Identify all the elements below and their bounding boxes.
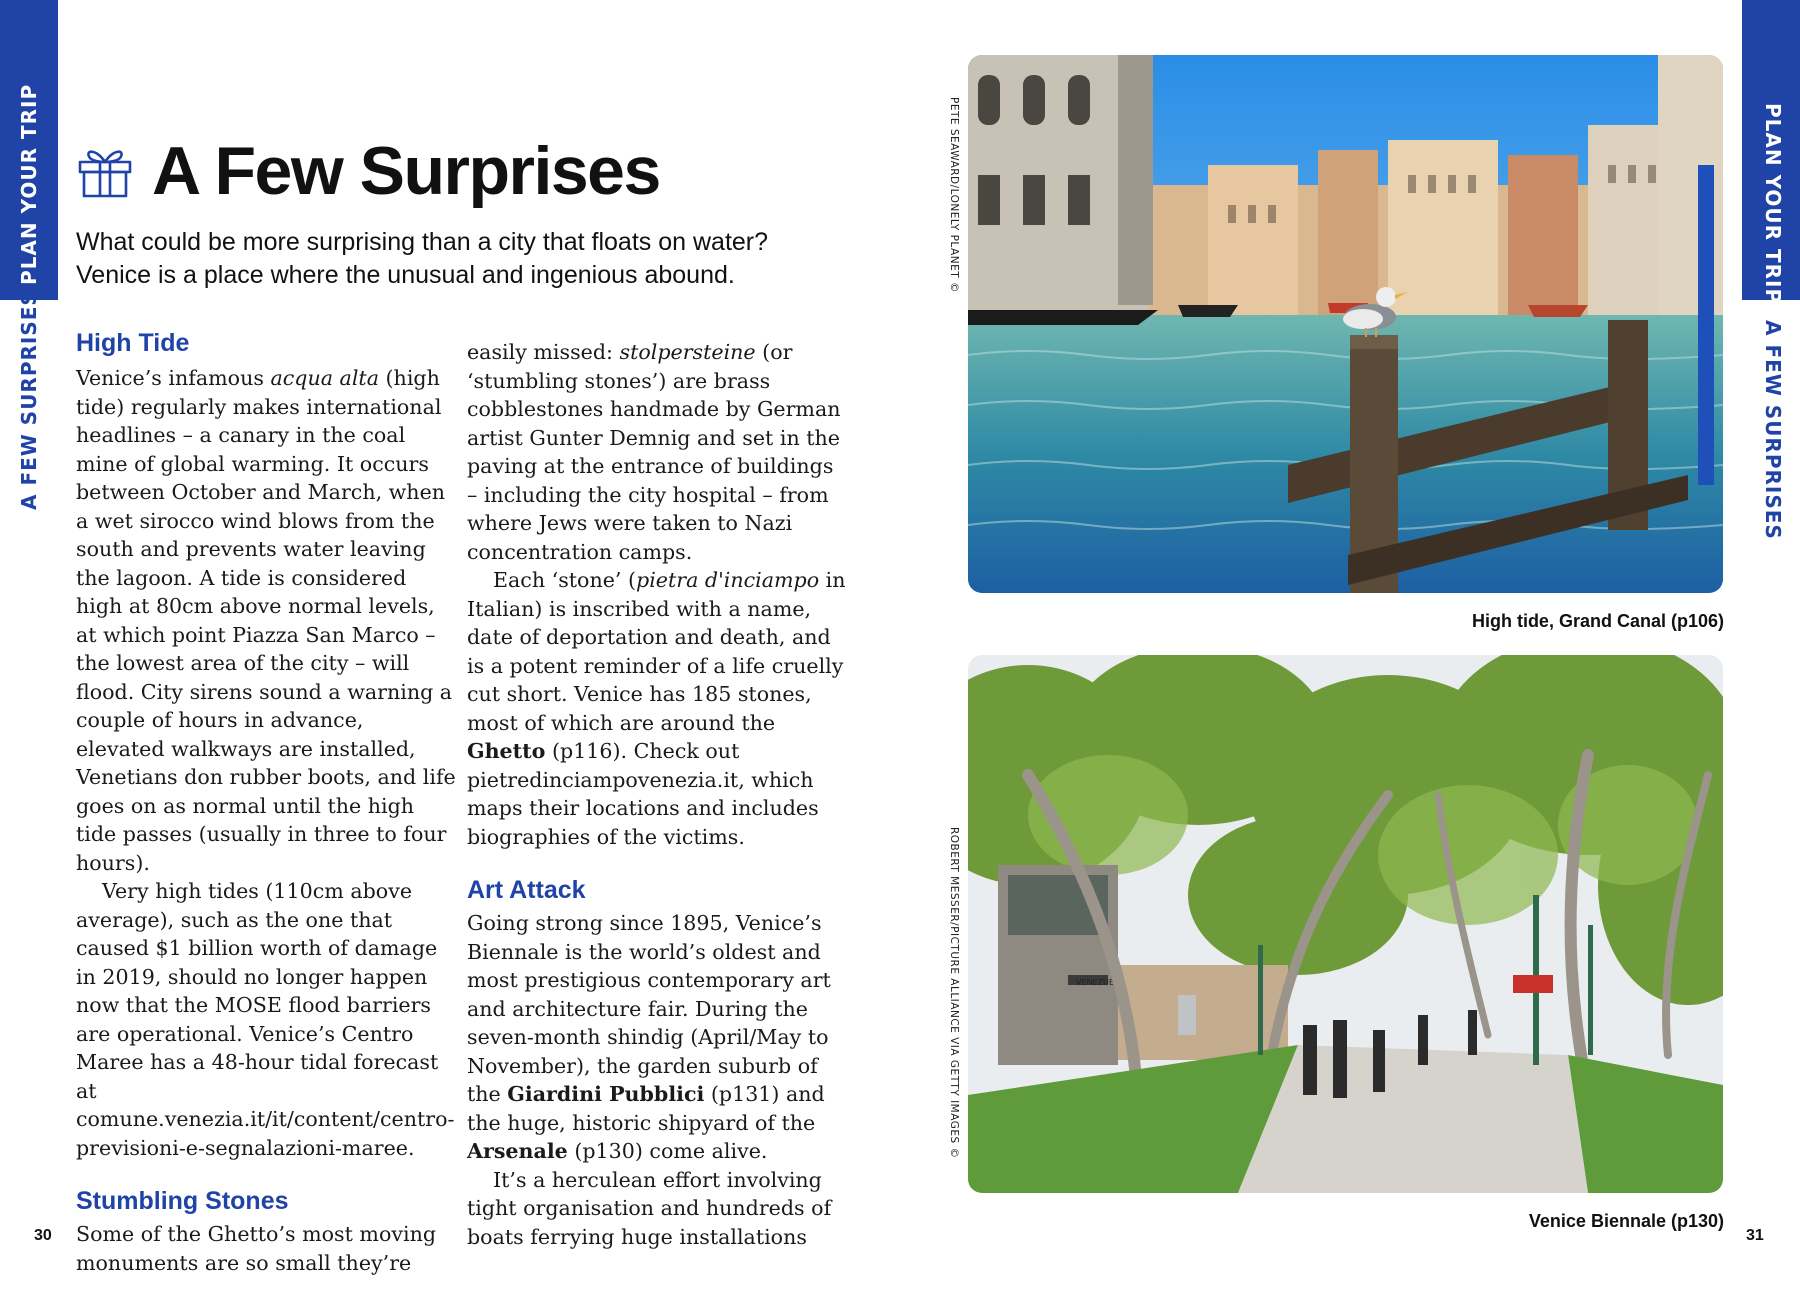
paragraph: Each ‘stone’ (pietra d'inciampo in Italian) is inscribed with a name, date of deportation and death, and is a potent reminder of a life cruelly cut short. Venice has 185 stones, most of which are around the Ghetto (p116). Check out pietredinciampovenezia.it, which maps their locations and includes biographies of the victims. — [467, 568, 846, 849]
section-heading-stumbling-stones: Stumbling Stones — [76, 1187, 289, 1215]
paragraph: Some of the Ghetto’s most moving monuments are so small they’re — [76, 1222, 437, 1275]
photo-credit: ROBERT MESSER/PICTURE ALLIANCE VIA GETTY IMAGES © — [948, 827, 960, 1159]
page-title: A Few Surprises — [152, 133, 660, 209]
photo-caption: High tide, Grand Canal (p106) — [1471, 611, 1724, 631]
section-label-left: PLAN YOUR TRIP — [17, 83, 41, 285]
text-column-right — [467, 338, 847, 1251]
section-tab-right — [1742, 0, 1800, 305]
section-tab-left — [0, 0, 58, 300]
chapter-label-right: A FEW SURPRISES — [1761, 320, 1785, 540]
text-column-left — [76, 328, 456, 1277]
section-heading-high-tide: High Tide — [76, 329, 190, 357]
paragraph: easily missed: stolpersteine (or ‘stumbling stones’) are brass cobblestones handmade by German artist Gunter Demnig and set in the paving at the entrance of buildings – including the city hospital – from where Jews were taken to Nazi concentration camps. — [467, 340, 841, 564]
paragraph: It’s a herculean effort involving tight organisation and hundreds of boats ferrying huge installations — [467, 1167, 832, 1249]
section-label-right: PLAN YOUR TRIP — [1761, 103, 1785, 305]
photo-credit: PETE SEAWARD/LONELY PLANET © — [948, 97, 960, 293]
paragraph: Going strong since 1895, Venice’s Biennale is the world’s oldest and most prestigious contemporary art and architecture fair. During the seven-month shindig (April/May to November), the garden suburb of the Giardini Pubblici (p131) and the huge, historic shipyard of the Arsenale (p130) come alive. — [467, 911, 831, 1163]
paragraph: Very high tides (110cm above average), such as the one that caused $1 billion worth of damage in 2019, should no longer happen now that the MOSE flood barriers are operational. Venice’s Centro Maree has a 48-hour tidal forecast at comune.venezia.it/it/content/centro-previsioni-e-segnalazioni-maree. — [76, 879, 455, 1160]
paragraph: Venice’s infamous acqua alta (high tide) regularly makes international headlines – a canary in the coal mine of global warming. It occurs between October and March, when a wet sirocco wind blows from the south and prevents water leaving the lagoon. A tide is considered high at 80cm above normal levels, at which point Piazza San Marco – the lowest area of the city – will flood. City sirens sound a warning a couple of hours in advance, elevated walkways are installed, Venetians don rubber boots, and life goes on as normal until the high tide passes (usually in three to four hours). — [76, 366, 456, 875]
photo-caption: Venice Biennale (p130) — [1528, 1211, 1724, 1231]
page-header — [76, 132, 660, 210]
page-number-left: 30 — [34, 1227, 52, 1244]
photo-high-tide — [968, 55, 1723, 593]
page-number-right: 31 — [1746, 1227, 1764, 1244]
photo-venice-biennale — [968, 655, 1723, 1193]
intro-text: What could be more surprising than a city that floats on water? Venice is a place where the unusual and ingenious abound. — [76, 228, 769, 289]
gift-icon — [76, 142, 134, 200]
chapter-label-left: A FEW SURPRISES — [17, 290, 41, 510]
section-heading-art-attack: Art Attack — [467, 876, 586, 904]
building-sign: VENEZUELA — [1076, 978, 1125, 987]
